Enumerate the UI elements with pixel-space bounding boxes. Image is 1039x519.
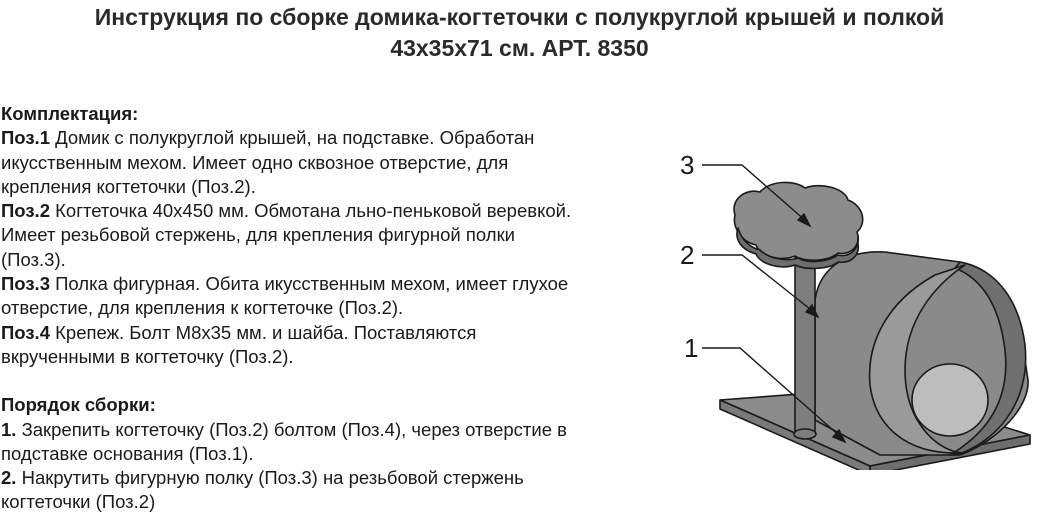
house-body bbox=[815, 252, 1028, 455]
assembly-step-1: 1. Закрепить когтеточку (Поз.2) болтом (Поз.4), через отверстие в bbox=[1, 418, 567, 440]
house-entrance bbox=[912, 364, 988, 436]
spacer bbox=[1, 369, 651, 393]
pos-label: Поз.4 bbox=[1, 321, 50, 343]
cat-house-drawing bbox=[720, 182, 1030, 470]
contents-item-1-cont: икусственным мехом. Имеет одно сквозное отверстие, для bbox=[1, 151, 509, 173]
step-number: 1. bbox=[1, 418, 17, 440]
assembly-step-2-cont: когтеточки (Поз.2) bbox=[1, 491, 156, 513]
contents-item-1-cont: крепления когтеточки (Поз.2). bbox=[1, 175, 256, 197]
callout-3: 3 bbox=[680, 150, 695, 180]
contents-item-3: Поз.3 Полка фигурная. Обита икусственным мехом, имеет глухое bbox=[1, 273, 569, 295]
cat-house-illustration bbox=[655, 130, 1039, 470]
contents-item-2: Поз.2 Когтеточка 40х450 мм. Обмотана льно-пеньковой веревкой. bbox=[1, 200, 572, 222]
pos-label: Поз.3 bbox=[1, 273, 50, 295]
contents-item-1: Поз.1 Домик с полукруглой крышей, на подставке. Обработан bbox=[1, 127, 535, 149]
contents-item-3-cont: отверстие, для крепления к когтеточке (Поз.2). bbox=[1, 297, 404, 319]
shelf bbox=[734, 182, 863, 268]
contents-item-4-cont: вкрученными в когтеточку (Поз.2). bbox=[1, 345, 294, 367]
title-line-2: 43x35x71 см. АРТ. 8350 bbox=[390, 35, 649, 61]
document-title bbox=[0, 2, 1039, 64]
callout-2: 2 bbox=[680, 240, 695, 270]
pos-label: Поз.1 bbox=[1, 127, 50, 149]
assembly-heading: Порядок сборки: bbox=[1, 394, 156, 416]
contents-item-2-cont: Имеет резьбовой стержень, для крепления фигурной полки bbox=[1, 224, 516, 246]
step-number: 2. bbox=[1, 467, 17, 489]
assembly-step-2: 2. Накрутить фигурную полку (Поз.3) на резьбовой стержень bbox=[1, 467, 524, 489]
assembly-step-1-cont: подставке основания (Поз.1). bbox=[1, 442, 254, 464]
callout-1: 1 bbox=[684, 333, 699, 363]
instructions-text bbox=[1, 102, 651, 515]
contents-heading: Комплектация: bbox=[1, 103, 139, 124]
contents-item-2-cont: (Поз.3). bbox=[1, 248, 66, 270]
pos-label: Поз.2 bbox=[1, 200, 50, 222]
title-line-1: Инструкция по сборке домика-когтеточки с полукруглой крышей и полкой bbox=[94, 4, 945, 30]
contents-item-4: Поз.4 Крепеж. Болт М8х35 мм. и шайба. Поставляются bbox=[1, 321, 477, 343]
scratching-post bbox=[794, 248, 816, 439]
